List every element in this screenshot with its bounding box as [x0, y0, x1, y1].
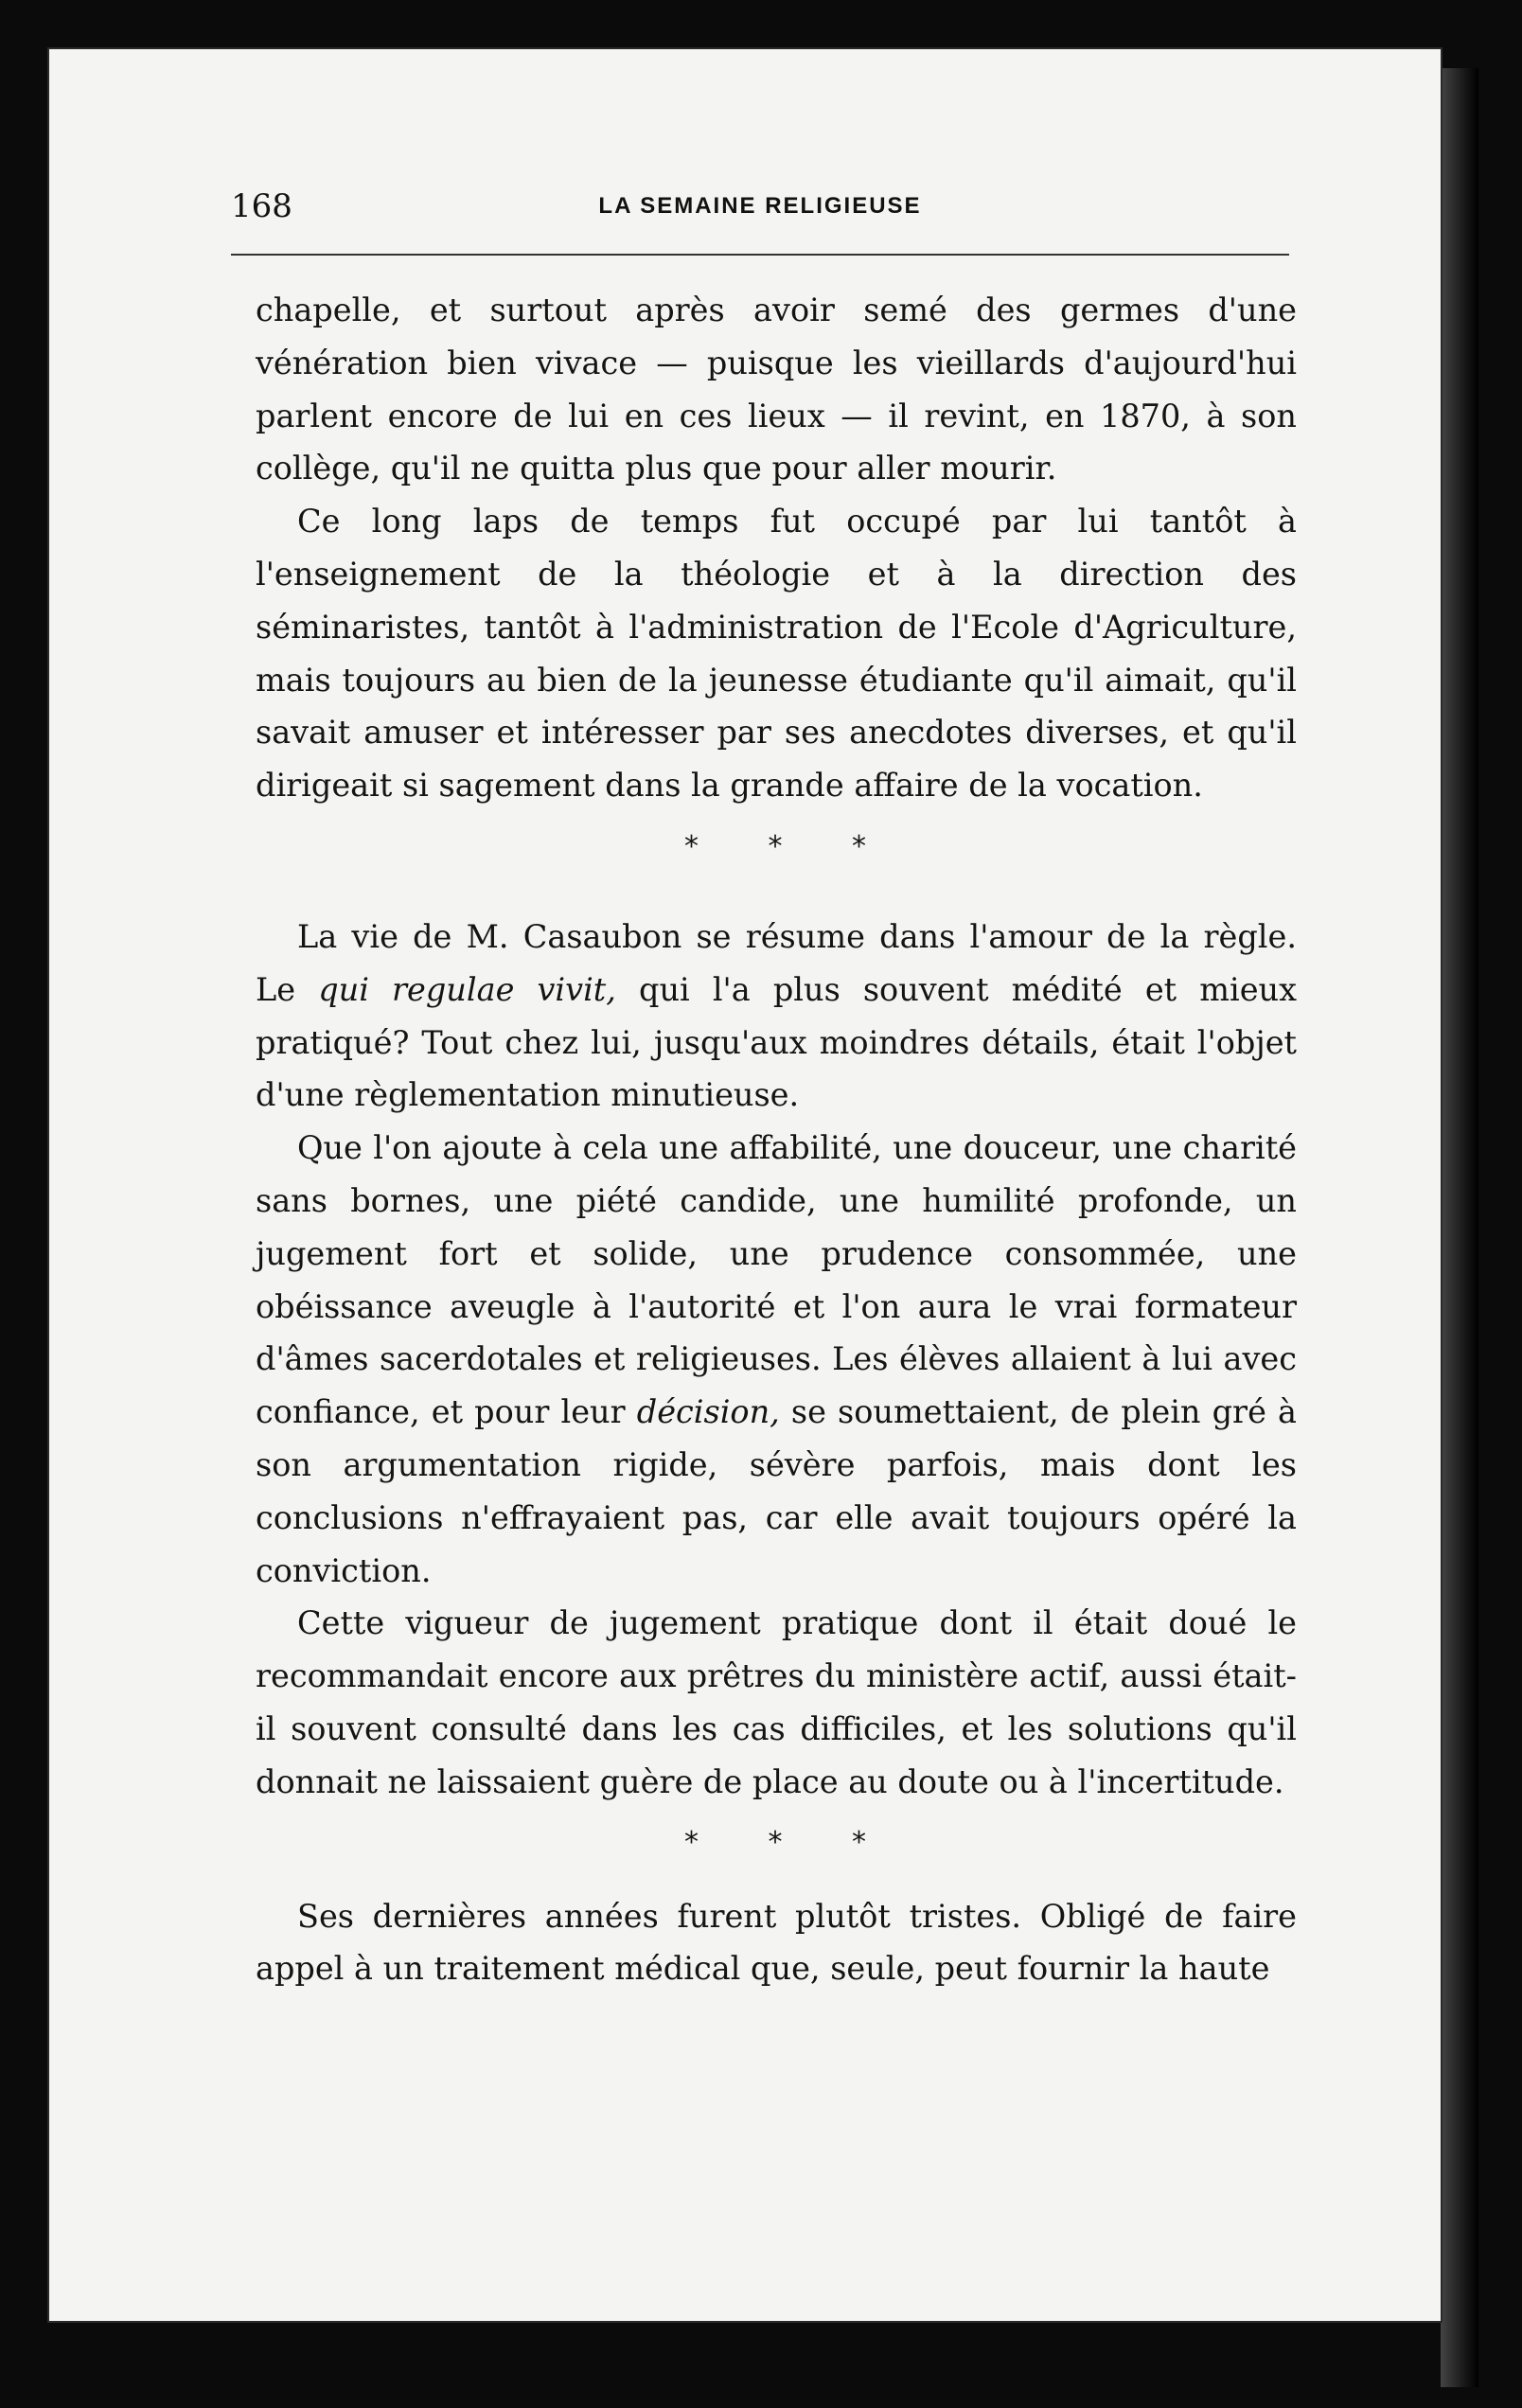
page-number: 168 [231, 187, 292, 225]
page-header [231, 187, 1289, 246]
paragraph-1: chapelle, et surtout après avoir semé des germes d'une vénération bien vivace — puisque les vieillards d'aujourd'hui parlent encore de lui en ces lieux — il revint, en 1870, à son collège, qu'il ne quitta plus que pour aller mourir. [256, 292, 1297, 487]
paragraph-5: Cette vigueur de jugement pratique dont il était doué le recommandait encore aux prêtres du ministère actif, aussi était-il souvent consulté dans les cas difficiles, et les solutions qu'il donnait ne laissaient guère de place au doute ou à l'incertitude. [256, 1604, 1297, 1800]
paragraph-3-text-a: La vie de M. Casaubon se résume dans l'amour de la règle. Le [256, 917, 1297, 1008]
header-rule [231, 254, 1289, 256]
section-separator-2: * * * [683, 1825, 897, 1859]
paragraph-4 [256, 1122, 1297, 1597]
paragraph-4-text-b: se soumettaient, de plein gré à son argumentation rigide, sévère parfois, mais dont les conclusions n'effrayaient pas, car elle avait toujours opéré la conviction. [256, 1393, 1297, 1589]
paragraph-3-text-b: qui l'a plus souvent médité et mieux pratiqué? Tout chez lui, jusqu'aux moindres détails, était l'objet d'une règlementation minutieuse. [256, 970, 1297, 1114]
paragraph-3 [256, 911, 1297, 1122]
section-separator-1: * * * [683, 829, 897, 863]
paragraph-2: Ce long laps de temps fut occupé par lui tantôt à l'enseignement de la théologie et à la direction des séminaristes, tantôt à l'administration de l'Ecole d'Agriculture, mais toujours au bien de la jeunesse étudiante qu'il aimait, qu'il savait amuser et intéresser par ses anecdotes diverses, et qu'il dirigeait si sagement dans la grande affaire de la vocation. [256, 503, 1297, 805]
running-title: LA SEMAINE RELIGIEUSE [598, 193, 922, 219]
body-text [256, 284, 1297, 1995]
paragraph-6: Ses dernières années furent plutôt tristes. Obligé de faire appel à un traitement médical que, seule, peut fournir la haute [256, 1897, 1297, 1988]
paragraph-4-italic: décision, [636, 1393, 780, 1431]
paragraph-4-text-a: Que l'on ajoute à cela une affabilité, une douceur, une charité sans bornes, une piété candide, une humilité profonde, un jugement fort et solide, une prudence consommée, une obéissance aveugle à l'autorité et l'on aura le vrai formateur d'âmes sacerdotales et religieuses. Les élèves allaient à lui avec confiance, et pour leur [256, 1129, 1297, 1431]
book-spine-shadow [1441, 68, 1478, 2387]
paragraph-3-italic: qui regulae vivit, [318, 970, 616, 1008]
